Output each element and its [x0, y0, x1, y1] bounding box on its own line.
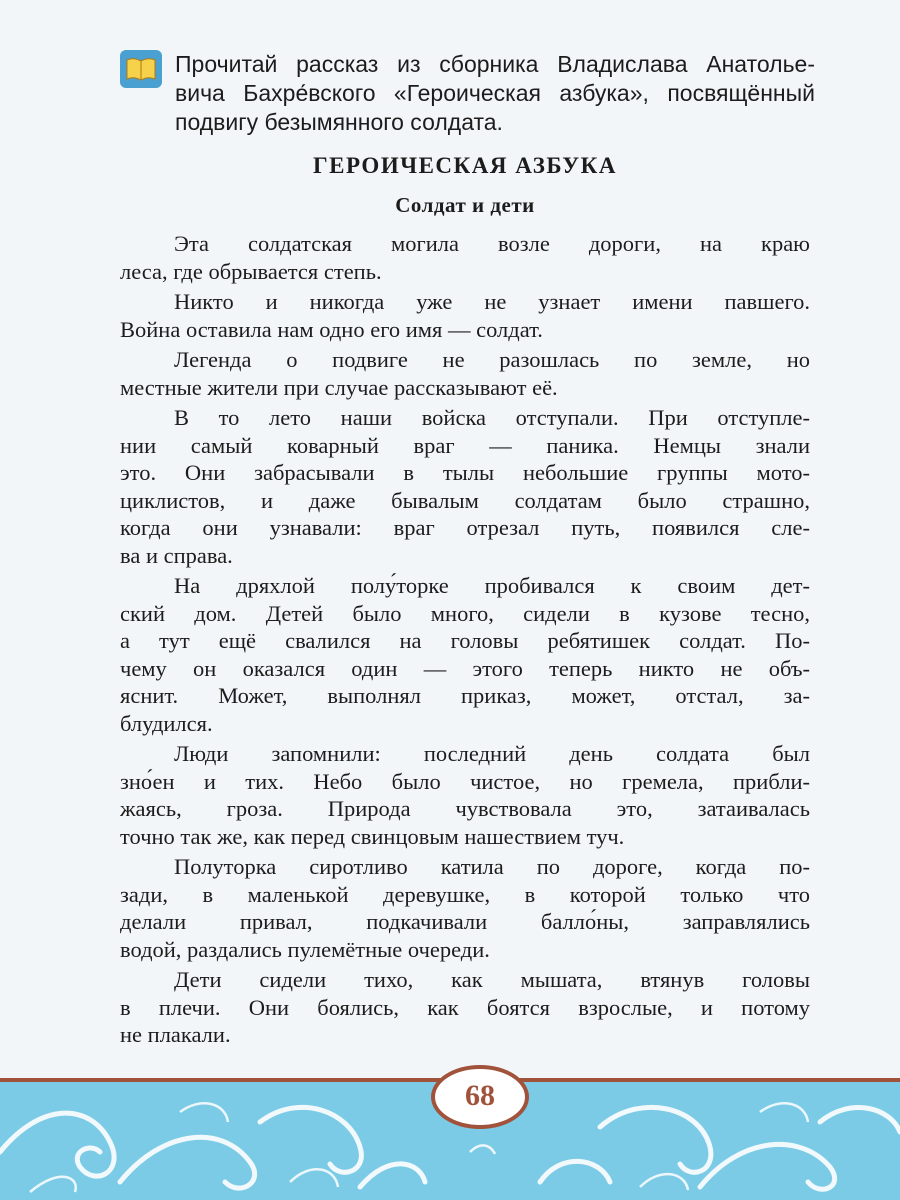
story-paragraph [120, 288, 810, 343]
story-paragraph [120, 740, 810, 850]
story-line: яснит. Может, выполнял приказ, может, отстал, за- [120, 683, 810, 708]
story-paragraph [120, 404, 810, 569]
story-title: Солдат и дети [395, 193, 535, 217]
task-line: подвигу безымянного солдата. [175, 109, 503, 135]
book-icon [120, 50, 162, 88]
story-line: Дети сидели тихо, как мышата, втянув головы [174, 967, 810, 992]
story-text [120, 230, 810, 1052]
story-line: водой, раздались пулемётные очереди. [120, 936, 490, 962]
story-line: На дряхлой полу́торке пробивался к своим дет- [174, 573, 810, 598]
story-line: Люди запомнили: последний день солдата был [174, 741, 810, 766]
story-line: чему он оказался один — этого теперь никто не объ- [120, 655, 810, 681]
story-collection-title: ГЕРОИЧЕСКАЯ АЗБУКА [313, 153, 617, 178]
page-number: 68 [465, 1079, 495, 1112]
story-line: Война оставила нам одно его имя — солдат. [120, 316, 543, 342]
story-line: Легенда о подвиге не разошлась по земле, но [174, 347, 810, 372]
story-line: в плечи. Они боялись, как боятся взрослые, и потому [120, 994, 810, 1020]
story-line: не плакали. [120, 1022, 231, 1047]
story-paragraph [120, 346, 810, 401]
story-line: жаясь, гроза. Природа чувствовала это, затаивалась [120, 796, 810, 821]
story-line: зади, в маленькой деревушке, в которой только что [120, 881, 810, 907]
task-line: вича Бахре́вского «Героическая азбука», посвящённый [175, 80, 815, 106]
story-line: леса, где обрывается степь. [120, 258, 382, 284]
story-line: когда они узнавали: враг отрезал путь, появился сле- [120, 515, 810, 540]
story-line: точно так же, как перед свинцовым нашествием туч. [120, 823, 625, 849]
story-line: зно́ен и тих. Небо было чистое, но гремела, прибли- [120, 768, 810, 794]
story-line: а тут ещё свалился на головы ребятишек солдат. По- [120, 628, 810, 653]
story-paragraph [120, 853, 810, 963]
story-line: В то лето наши войска отступали. При отступле- [174, 405, 810, 430]
story-line: местные жители при случае рассказывают её. [120, 374, 558, 400]
story-paragraph [120, 966, 810, 1049]
story-line: делали привал, подкачивали балло́ны, заправлялись [120, 909, 810, 934]
story-paragraph [120, 572, 810, 737]
story-line: нии самый коварный враг — паника. Немцы знали [120, 432, 810, 458]
story-line: это. Они забрасывали в тылы небольшие группы мото- [120, 460, 810, 485]
story-line: ский дом. Детей было много, сидели в кузове тесно, [120, 600, 810, 626]
page-number-badge [431, 1065, 529, 1129]
story-line: Никто и никогда уже не узнает имени павшего. [174, 289, 810, 314]
task-instruction [175, 50, 815, 137]
story-line: ва и справа. [120, 542, 233, 568]
story-line: блудился. [120, 710, 213, 736]
story-line: циклистов, и даже бывалым солдатам было страшно, [120, 487, 810, 513]
task-line: Прочитай рассказ из сборника Владислава Анатолье- [175, 51, 815, 77]
story-line: Эта солдатская могила возле дороги, на краю [174, 231, 810, 256]
story-line: Полуторка сиротливо катила по дороге, когда по- [174, 854, 810, 879]
story-paragraph [120, 230, 810, 285]
